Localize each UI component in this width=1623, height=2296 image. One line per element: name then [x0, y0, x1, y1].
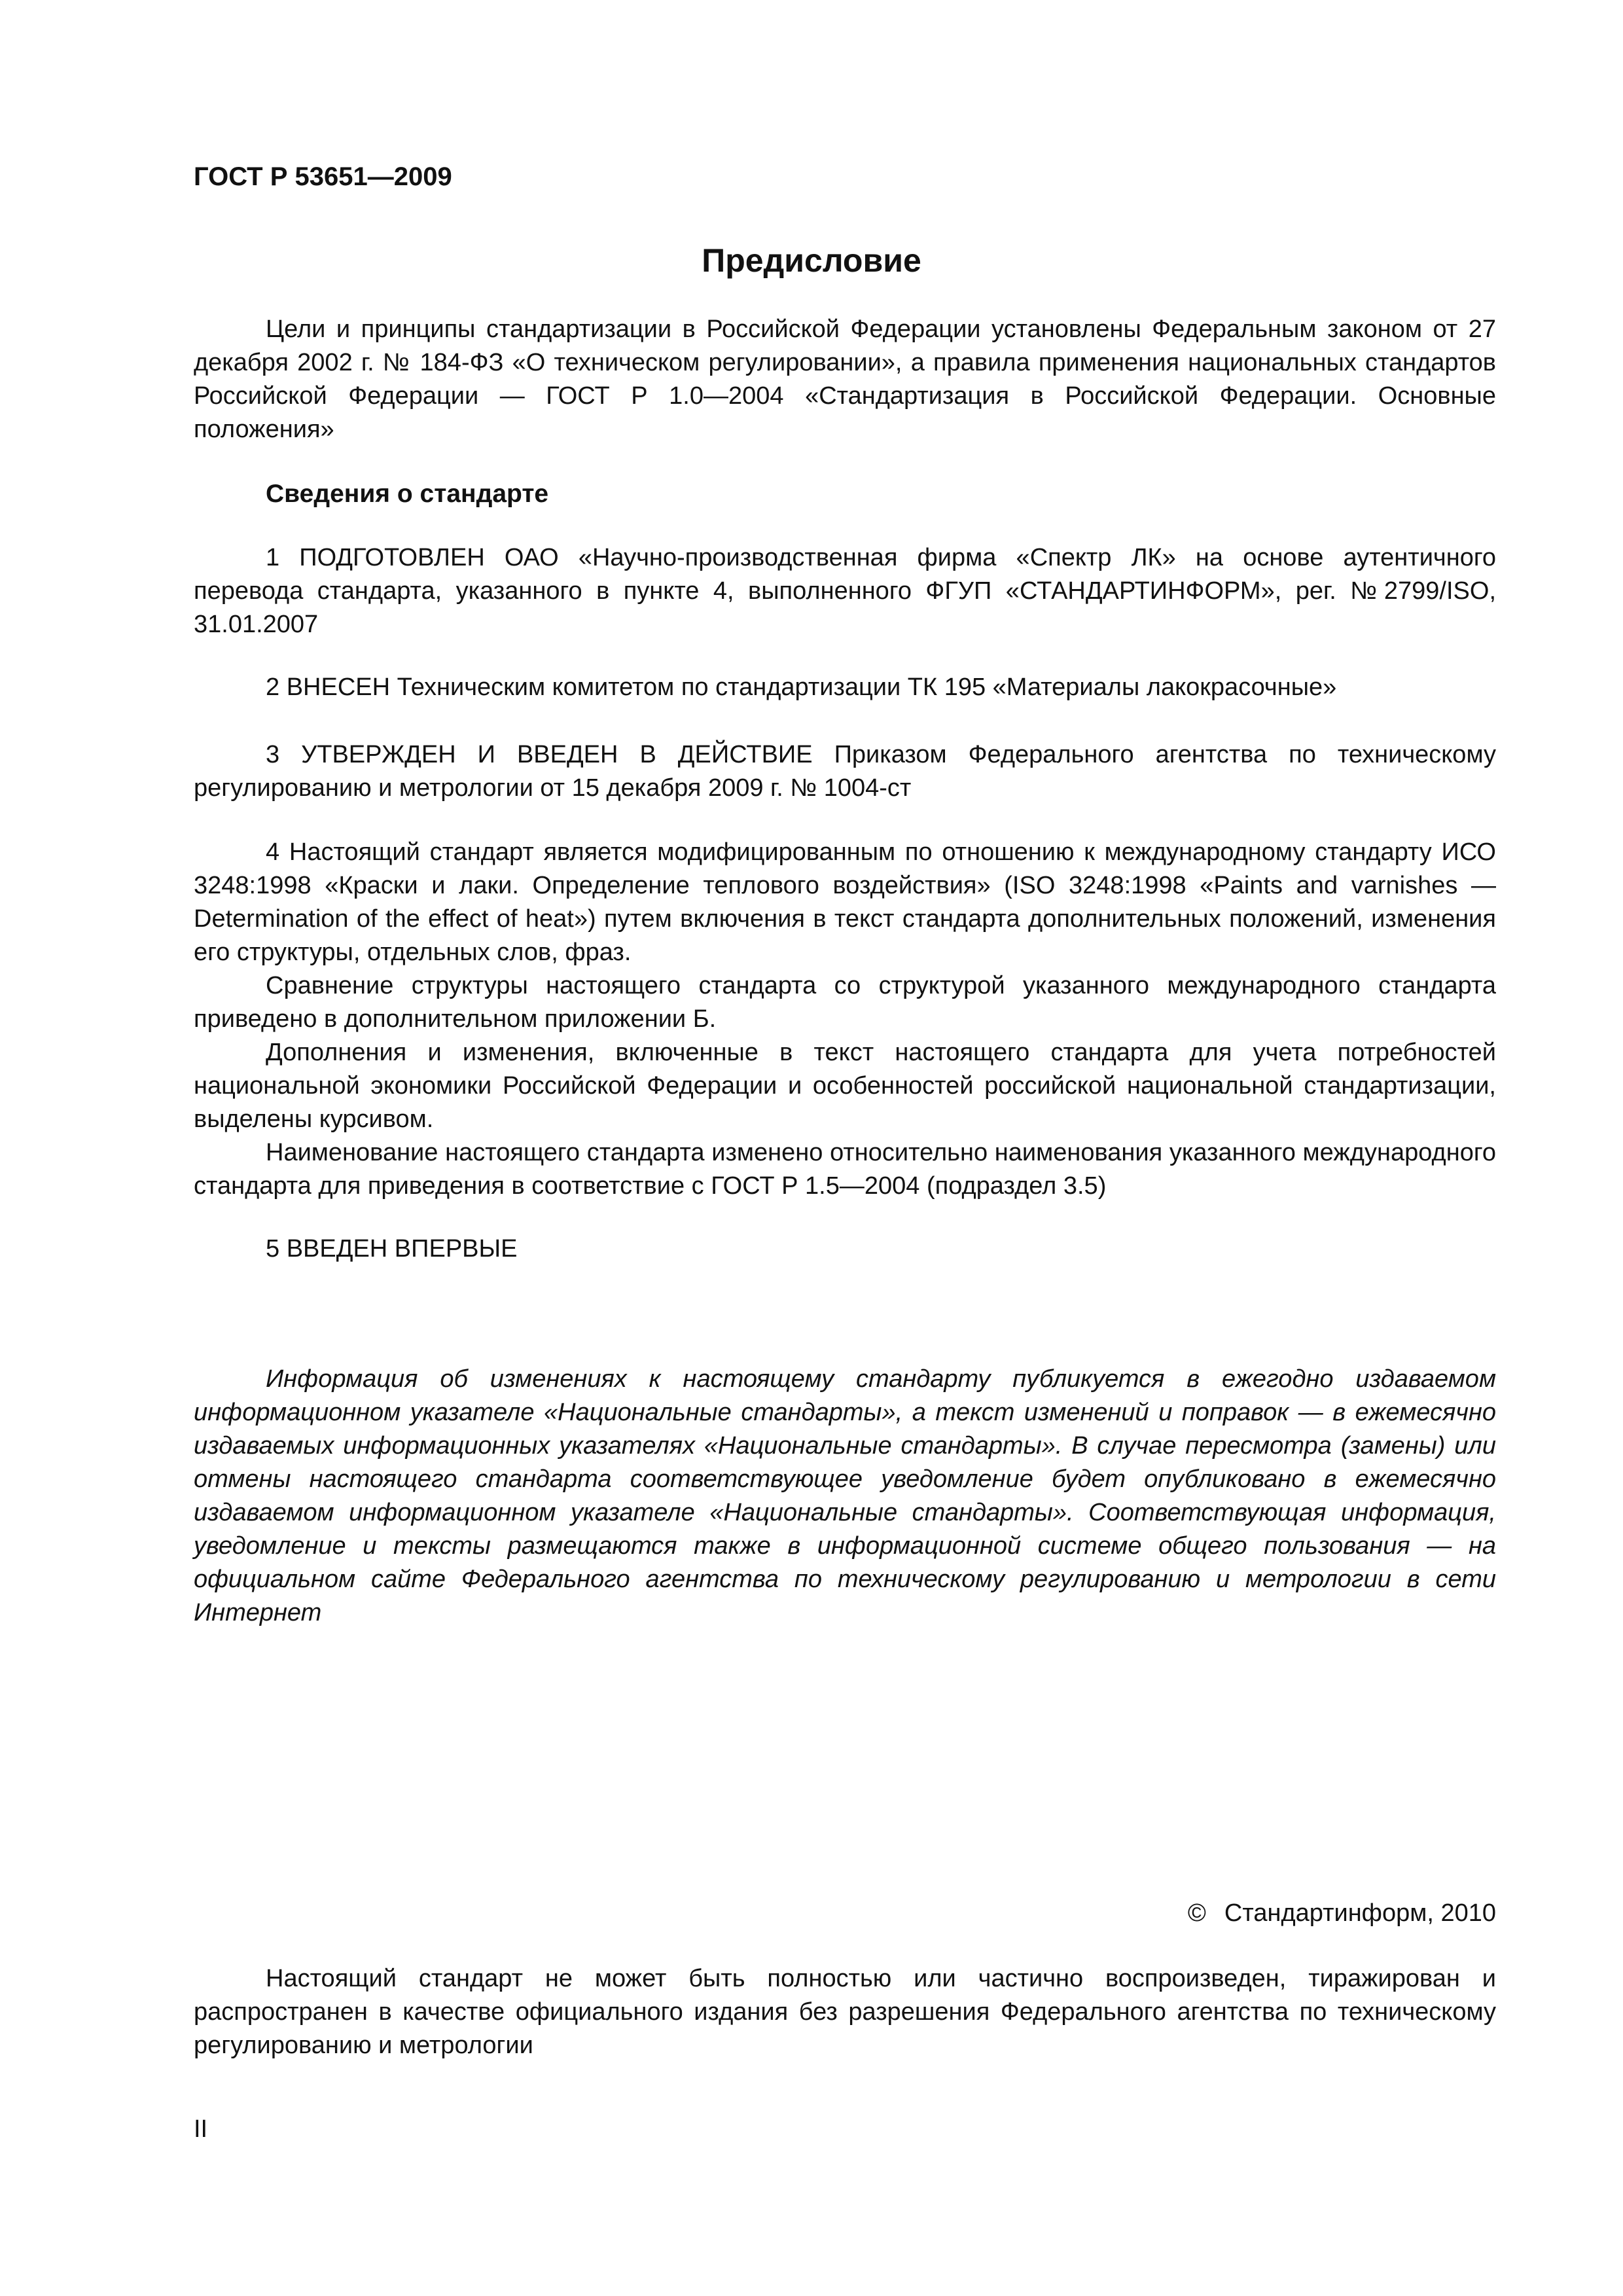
preface-intro: Цели и принципы стандартизации в Российской Федерации установлены Федеральным законом от 27 декабря 2002 г. № 184-ФЗ «О техническом регулировании», а правила применения национальных стандартов Российской Федерации — ГОСТ Р 1.0—2004 «Стандартизация в Российской Федерации. Основные положения» [194, 315, 1496, 443]
changes-notice: Информация об изменениях к настоящему стандарту публикуется в ежегодно издаваемом информационном указателе «Национальные стандарты», а текст изменений и поправок — в ежемесячно издаваемых информационных указателях «Национальные стандарты». В случае пересмотра (замены) или отмены настоящего стандарта соответствующее уведомление будет опубликовано в ежемесячно издаваемом информационном указателе «Национальные стандарты». Соответствующая информация, уведомление и тексты размещаются также в информационной системе общего пользования — на официальном сайте Федерального агентства по техническому регулированию и метрологии в сети Интернет [194, 1365, 1496, 1626]
standard-info-heading: Сведения о стандарте [266, 480, 549, 508]
info-item-4-paragraph-1: 4 Настоящий стандарт является модифицированным по отношению к международному стандарту ИСО 3248:1998 «Краски и лаки. Определение теплового воздействия» (ISO 3248:1998 «Paints and varnishes — Determination of the effect of heat») путем включения в текст стандарта дополнительных положений, изменения его структуры, отдельных слов, фраз. [194, 838, 1496, 966]
info-item-4-paragraph-3: Дополнения и изменения, включенные в текст настоящего стандарта для учета потребностей национальной экономики Российской Федерации и особенностей российской национальной стандартизации, выделены курсивом. [194, 1039, 1496, 1133]
info-item-5: 5 ВВЕДЕН ВПЕРВЫЕ [266, 1235, 518, 1263]
info-item-4-paragraph-2: Сравнение структуры настоящего стандарта со структурой указанного международного стандарта приведено в дополнительном приложении Б. [194, 972, 1496, 1033]
reproduction-notice: Настоящий стандарт не может быть полностью или частично воспроизведен, тиражирован и распространен в качестве официального издания без разрешения Федерального агентства по техническому регулированию и метрологии [194, 1965, 1496, 2059]
info-item-1: 1 ПОДГОТОВЛЕН ОАО «Научно-производственная фирма «Спектр ЛК» на основе аутентичного перевода стандарта, указанного в пункте 4, выполненного ФГУП «СТАНДАРТИНФОРМ», рег. №2799/ISO, 31.01.2007 [194, 544, 1496, 638]
copyright-line [1188, 1897, 1496, 1930]
copyright-symbol: © [1187, 1899, 1206, 1927]
info-item-4 [194, 836, 1496, 1203]
document-code: ГОСТ Р 53651—2009 [194, 162, 452, 191]
copyright-text: Стандартинформ, 2010 [1224, 1899, 1496, 1927]
info-item-4-paragraph-4: Наименование настоящего стандарта изменено относительно наименования указанного международного стандарта для приведения в соответствие с ГОСТ Р 1.5—2004 (подраздел 3.5) [194, 1139, 1496, 1200]
info-item-3: 3 УТВЕРЖДЕН И ВВЕДЕН В ДЕЙСТВИЕ Приказом Федерального агентства по техническому регулированию и метрологии от 15 декабря 2009 г. № 1004-ст [194, 741, 1496, 802]
page-number: II [194, 2115, 208, 2143]
info-item-2: 2 ВНЕСЕН Техническим комитетом по стандартизации ТК 195 «Материалы лакокрасочные» [266, 673, 1337, 701]
preface-title: Предисловие [702, 242, 921, 279]
